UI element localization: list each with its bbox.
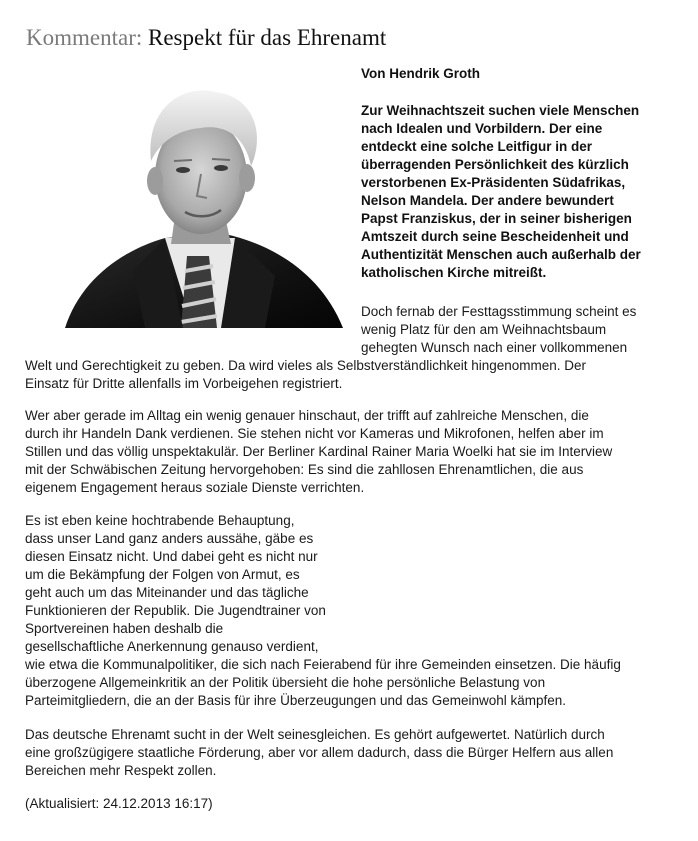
article-headline [26, 24, 386, 52]
body-line: Parteimitgliedern, die an der Basis für ihre Überzeugungen und das Gemeinwohl kämpfen. [25, 693, 567, 708]
headline-title: Respekt für das Ehrenamt [148, 25, 387, 50]
body-line: wenig Platz für den am Weihnachtsbaum [361, 322, 607, 337]
lead-line: Authentizität Menschen auch außerhalb der [361, 247, 641, 262]
body-line: Bereichen mehr Respekt zollen. [25, 763, 217, 778]
body-line: gesellschaftliche Anerkennung genauso verdient, [25, 639, 319, 654]
updated-timestamp: (Aktualisiert: 24.12.2013 16:17) [25, 796, 213, 811]
body-line: Es ist eben keine hochtrabende Behauptung, [25, 513, 295, 528]
body-line: eigenem Engagement heraus soziale Dienste verrichten. [25, 480, 365, 495]
body-line: überzogene Allgemeinkritik an der Politik übersieht die hohe persönliche Belastung von [25, 675, 546, 690]
body-line: Das deutsche Ehrenamt sucht in der Welt seinesgleichen. Es gehört aufgewertet. Natürlich durch [25, 727, 605, 742]
author-portrait-image [25, 66, 355, 328]
headline-kicker: Kommentar: [26, 25, 143, 50]
body-line: eine großzügigere staatliche Förderung, aber vor allem dadurch, dass die Bürger Helfern aus allen [25, 745, 614, 760]
lead-line: überragenden Persönlichkeit des kürzlich [361, 157, 629, 172]
lead-line: nach Idealen und Vorbildern. Der eine [361, 121, 603, 136]
body-line: Funktionieren der Republik. Die Jugendtrainer von [25, 603, 326, 618]
body-line: dass unser Land ganz anders aussähe, gäbe es [25, 531, 314, 546]
lead-line: Nelson Mandela. Der andere bewundert [361, 193, 614, 208]
author-byline: Von Hendrik Groth [361, 66, 481, 81]
body-line: Welt und Gerechtigkeit zu geben. Da wird vieles als Selbstverständlichkeit hingenommen. Der [25, 358, 587, 373]
body-line: durch ihr Handeln Dank verdienen. Sie stehen nicht vor Kameras und Mikrofonen, helfen aber im [25, 426, 604, 441]
body-line: Wer aber gerade im Alltag ein wenig genauer hinschaut, der trifft auf zahlreiche Menschen, die [25, 408, 589, 423]
body-line: mit der Schwäbischen Zeitung hervorgehoben: Es sind die zahllosen Ehrenamtlichen, die aus [25, 462, 584, 477]
lead-line: Amtszeit durch seine Bescheidenheit und [361, 229, 629, 244]
lead-line: Papst Franziskus, der in seiner bisherigen [361, 211, 632, 226]
body-line: diesen Einsatz nicht. Und dabei geht es nicht nur [25, 549, 318, 564]
body-line: wie etwa die Kommunalpolitiker, die sich nach Feierabend für ihre Gemeinden einsetzen. Die häufig [25, 657, 621, 672]
lead-line: verstorbenen Ex-Präsidenten Südafrikas, [361, 175, 626, 190]
body-line: um die Bekämpfung der Folgen von Armut, es [25, 567, 300, 582]
body-line: Stillen und das völlig unspektakulär. Der Berliner Kardinal Rainer Maria Woelki hat sie im Interview [25, 444, 613, 459]
body-line: geht auch um das Miteinander und das tägliche [25, 585, 309, 600]
body-line: Einsatz für Dritte allenfalls im Vorbeigehen registriert. [25, 376, 343, 391]
author-photo [25, 66, 355, 328]
body-line: Sportvereinen haben deshalb die [25, 621, 224, 636]
lead-line: entdeckt eine solche Leitfigur in der [361, 139, 593, 154]
lead-line: katholischen Kirche mitreißt. [361, 265, 547, 280]
body-line: Doch fernab der Festtagsstimmung scheint es [361, 304, 637, 319]
body-line: gehegten Wunsch nach einer vollkommenen [361, 340, 628, 355]
lead-line: Zur Weihnachtszeit suchen viele Menschen [361, 103, 640, 118]
